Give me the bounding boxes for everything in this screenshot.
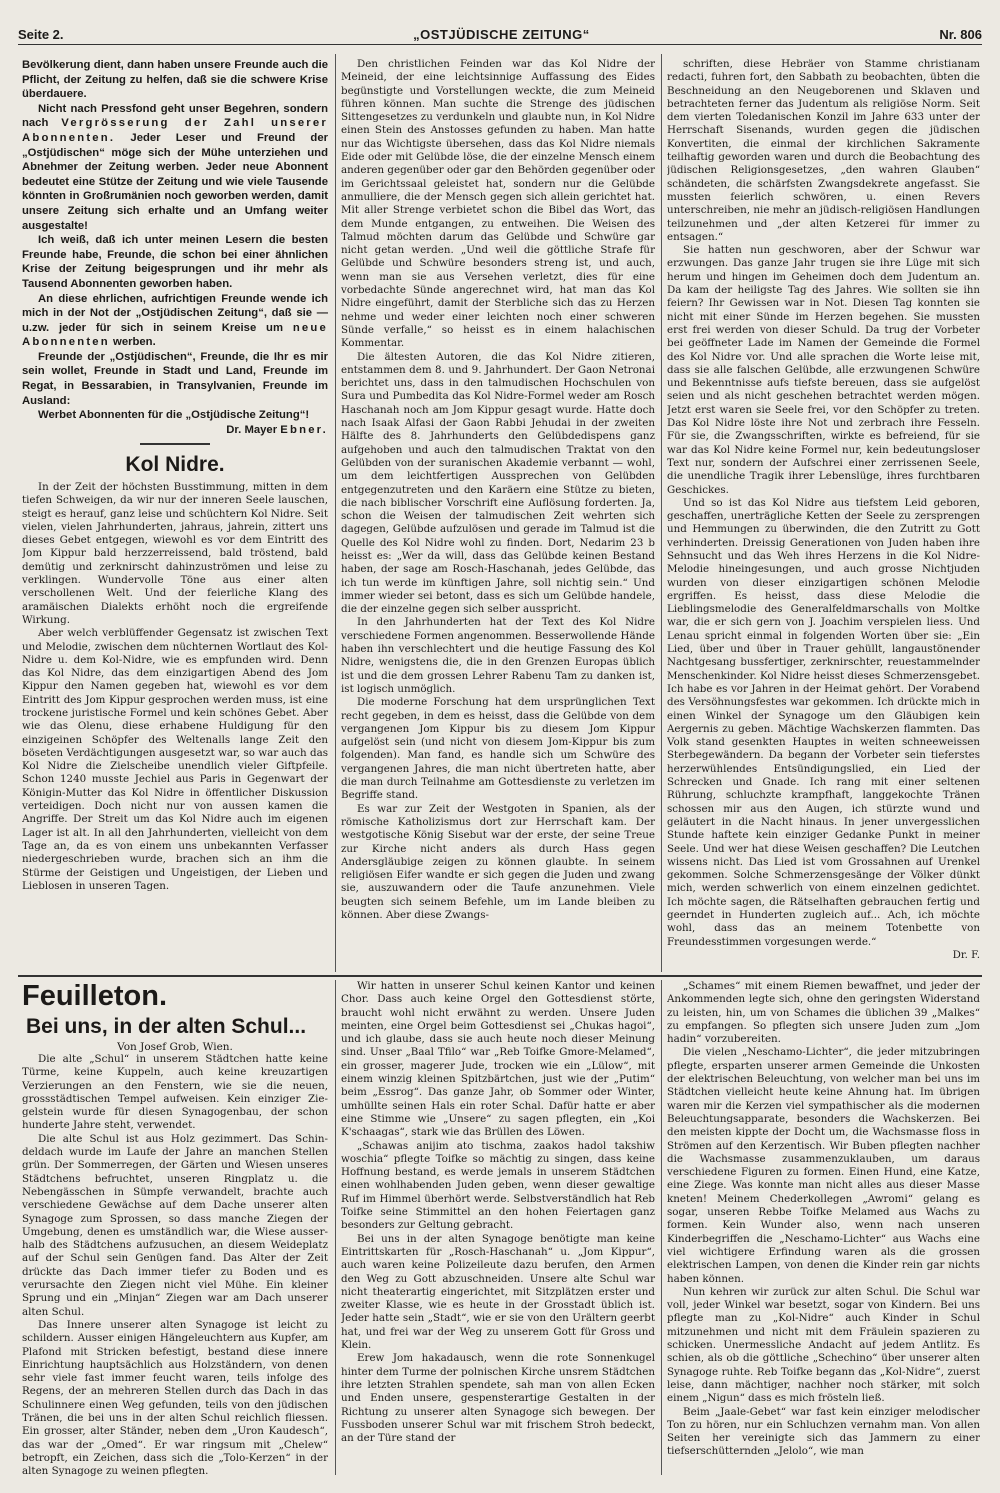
paragraph: Wir hatten in unserer Schul keinen Kantor und keinen Chor. Dass auch keine Orgel den Gottesdienst störte, braucht wohl nicht erwähnt zu werden. Unsere Juden meinten, eine Orgel beim Gottesdienst sei „Chukas hagoi“, und ich glaube, dass sie auch heute noch dieser Meinung sind. Unser „Baal Tfilo“ war „Reb Toifke Gmore-Melamed“, ein grosser, magerer Jude, trocken wie ein „Lülow“, mit einem winzig kleinen Spitzbärtchen, just wie der „Putim“ beim „Essrog“. Das ganze Jahr, ob Sommer oder Winter, umhüllte seinen Hals ein roter Schal. Dafür hatte er aber eine Stimme wie „Unsere“ zu sagen pflegten, ein „Koi K'schaagas“, stark wie das Brüllen des Löwen. — [341, 980, 655, 1139]
short-rule — [140, 443, 210, 445]
column-3-lower — [667, 980, 980, 1477]
kol-nidre-signature: Dr. F. — [952, 948, 980, 961]
appeal-paragraph: Freunde der „Ostjüdischen“, Freunde, die Ihr es mir sein wollet, Freunde in Stadt und Land, Freunde im Regat, in Bessarabien, in Transylvanien, Freunde im Ausland: — [22, 350, 328, 407]
feuilleton-column-2 — [341, 980, 655, 1445]
page-header — [18, 18, 982, 45]
newspaper-title: „OSTJÜDISCHE ZEITUNG“ — [413, 27, 590, 42]
column-divider — [335, 54, 336, 972]
appeal-signature: Dr. Mayer Ebner. — [226, 423, 328, 436]
paragraph: Aber welch verblüffender Gegensatz ist zwischen Text und Melodie, zwischen dem nüchternen Wortlaut des Kol-Nidre u. dem Kol-Nidre, wie es empfunden wird. Denn das Kol Nidre, das dem einzigartigen Abend des Jom Kippur den Namen gegeben hat, wiewohl es vor dem Eintritt des Jom Kippur gesprochen werden muss, ist eine trockene juristische Formel und kein schönes Gebet. Aber wie das Olenu, diese erhabene Huldigung für den einzigeinen Schöpfer des Weltenalls lange Zeit den böseten Verdächtigungen ausgesetzt war, so war auch das Kol Nidre die Zielscheibe unendlich vieler Giftpfeile. Schon 1240 musste Jechiel aus Paris in Gegenwart der Königin-Mutter das Kol Nidre in öffentlicher Diskussion verteidigen. Doch nicht nur von aussen kamen die Angriffe. Der Streit um das Kol Nidre auch im eigenen Lager ist alt. In all den Jahrhunderten, vielleicht von dem Tage an, da es von einem uns unbekannten Verfasser niedergeschrieben wurde, brachen sich an ihm die Stürme der Geistigen und Ungeistigen, der Lieben und Lieblosen in unseren Tagen. — [22, 627, 328, 892]
feuilleton-column-1 — [22, 1053, 328, 1477]
subscription-appeal — [22, 58, 328, 437]
paragraph: Nun kehren wir zurück zur alten Schul. Die Schul war voll, jeder Winkel war besetzt, sogar von Kindern. Bei uns pflegte man zu „Kol-Nidre“ auch Kinder in Schul mitzunehmen und nicht mit dem Fräulein spazieren zu schicken. Unermessliche Andacht auf jedem Antlitz. Es schien, als ob die göttliche „Schechino“ über unserer alten Synagoge ruhte. Reb Toifke begann das „Kol-Nidre“, zuerst leise, dann mächtiger, nachher noch stärker, mit solch einem „Nigun“ dass es mich frösteln ließ. — [667, 1285, 980, 1405]
paragraph: Die alte Schul ist aus Holz gezimmert. Das Schindeldach wurde im Laufe der Jahre an manchen Stellen grün. Der Sommerregen, der Gärten und Wiesen unseres Städtchens befruchtet, unseren Ringplatz u. die Nebengässchen in Sümpfe verwandelt, brachte auch verschiedene Gewächse auf dem Dache unserer alten Synagoge zum Sprossen, so dass manche Ziegen der Umgebung, denen es umständlich war, die Wiese ausserhalb des Städtchens aufzusuchen, an diesem Weideplatz auf der Schul sein Genügen fand. Das Alter der Zeit drückte das Dach immer tiefer zu Boden und es verursachte den Ziegen nicht viel Mühe. Ein kleiner Sprung und ein „Minjan“ Ziegen war am Dach unserer alten Schul. — [22, 1132, 328, 1318]
appeal-paragraph: An diese ehrlichen, aufrichtigen Freunde wende ich mich in der Not der „Ostjüdischen Zeitung“, daß sie — u.zw. jeder für sich in seinem Kreise um neue Abonnenten werben. — [22, 292, 328, 349]
paragraph: Beim „Jaale-Gebet“ war fast kein einziger melodischer Ton zu hören, nur ein Schluchzen vernahm man. Von allen Seiten her vereinigte sich das Jammern zu einer tiefserschütternden „Jelolo“, wie man — [667, 1405, 980, 1458]
kol-nidre-column-2 — [341, 58, 655, 922]
paragraph: Sie hatten nun geschworen, aber der Schwur war erzwungen. Das ganze Jahr trugen sie ihre Lüge mit sich herum und hingen im Geheimen doch dem Judentum an. Da kam der heiligste Tag des Jahres. Wie sollten sie ihn feiern? Ihr Gewissen war in Not. Diesen Tag konnten sie nicht mit einer Sünde im Herzen begehen. Sie mussten erst frei werden von dieser Schuld. Da trug der Vorbeter bei geöffneter Lade im Namen der Gemeinde die Formel des Kol Nidre vor. Und alle sprachen die Worte leise mit, dass sie alle falschen Gelübde, alle erzwungenen Schwüre und Bekenntnisse aufs tiefste bereuen, dass sie aufgelöst seien und als nicht geschehen betrachtet werden mögen. Jetzt erst waren sie Seele frei, vor den Schöpfer zu treten. Das Kol Nidre löste ihre Not und zerbrach ihre Fesseln. Für sie, die Zwangsschriften, wirkte es befreiend, für sie war das Kol Nidre keine Formel nur, kein bedeutungsloser Text nur, sondern der Aufschrei einer zerrissenen Seele, die unendliche Tragik ihrer Lebenslüge, ihres furchtbaren Geschickes. — [667, 244, 980, 496]
paragraph: Die ältesten Autoren, die das Kol Nidre zitieren, entstammen dem 8. und 9. Jahrhundert. Der Gaon Netronai berichtet uns, dass in den talmudischen Hochschulen von Sura und Pumbedita das Kol Nidre-Formel weder am Rosch Haschanah noch am Jom Kippur gesagt wurde. Hatte doch nach Isaak Alfasi der Gaon Rabbi Jehudai in der zweiten Hälfte des 8. Jahrhunderts den Gelübdedispens ganz aufgehoben und auch den talmudischen Traktat von den Gelübden von der suranischen Akademie verbannt — wohl, um dem leichtfertigen Aussprechen von Gelübden entgegenzutreten und den Karäern eine Stütze zu bieten, die nach biblischer Vorschrift eine Auflösung forderten. Ja, schon die Weisen der talmudischen Zeit wehrten sich dagegen, Gelübde aufzulösen und gerade im Talmud ist die Quelle des Kol Nidre wohl zu finden. Dort, Nedarim 23 b heisst es: „Wer da will, dass das Gelübde keinen Bestand haben, der sage am Rosch-Haschanah, jedes Gelübde, das ich tun werde im künftigen Jahre, soll nichtig sein.“ Und immer wieder sei betont, dass es sich um Gelübde handele, die der einzelne gegen sich selber ausspricht. — [341, 350, 655, 616]
paragraph: „Schawas anijim ato tischma, zaakos hadol takshiw woschia“ pflegte Toifke so mächtig zu singen, dass keine Hoffnung bestand, es werde jemals in unserem Städtchen einen wohlhabenden Juden geben, wenn dieser gewaltige Ruf im Himmel überhört werde. Selbstverständlich hat Reb Toifke seine Stimmittel an den hohen Feiertagen ganz besonders zur Geltung gebracht. — [341, 1139, 655, 1232]
feuilleton-column-3 — [667, 980, 980, 1459]
column-divider — [661, 980, 662, 1475]
byline: Von Josef Grob, Wien. — [117, 1041, 233, 1053]
kol-nidre-column-3 — [667, 58, 980, 949]
paragraph: Den christlichen Feinden war das Kol Nidre der Meineid, der eine leichtsinnige Auffassung des Eides begünstigte und Vorstellungen weckte, die zum Meineid führen können. Man suchte die Strenge des jüdischen Sittengesetzes zu verdunkeln und glaubte nun, in Kol Nidre einen Stein des Anstosses gefunden zu haben. Man hatte nur das Wichtigste übersehen, dass das Kol Nidre niemals Eide oder mit Gelübde löse, die der einzelne Mensch einem anderen gegenüber oder gar den Behörden gegenüber oder im Gerichtssaal geleistet hat, sondern nur die Gelübde anmulliere, die der Mensch gegen sich allein gerichtet hat. Mit aller Strenge verbietet schon die Bibel das Wort, das dem Munde entgangen, zu entweihen. Die Weisen des Talmud möchten darum das Gelübde und Schwüre gar nicht getan werden. „Und weil die göttliche Strafe für Gelübde und Schwüre besonders streng ist, und auch, wenn man sie aus Versehen verletzt, dies für eine vorbedachte Sünde angerechnet wird, hat man das Kol Nidre eingeführt, damit der Sterbliche sich das zu Herzen nehme und weder einer leichten noch einer schweren Sünde verfalle,“ so heisst es in einem halachischen Kommentar. — [341, 58, 655, 350]
paragraph: Die vielen „Neschamo-Lichter“, die jeder mitzubringen pflegte, ersparten unserer armen Gemeinde die Unkosten der elektrischen Beleuchtung, von welcher man bei uns im Städtchen vielleicht heute keine Ahnung hat. Im übrigen waren mir die Kerzen viel sympathischer als die modernen Beleuchtungsapparate, besonders die Wachskerzen. Bei den meisten kippte der Docht um, die Wachsmasse floss in Strömen auf den Kerzentisch. Wir Buben pflegten nachher die Wachsmasse zusammenzuklauben, um daraus verschiedene Figuren zu formen. Einen Hund, eine Katze, eine Ziege. Was konnte man nicht alles aus dieser Masse kneten! Meinem Chederkollegen „Awromi“ gelang es sogar, unseren Rebbe Toifke Melamed aus Wachs zu formen. Kein Wunder also, wenn nach unseren Kinderbegriffen die „Neschamo-Lichter“ aus Wachs eine viel wichtigere Erfindung waren als die grossen elektrischen Lampen, von denen die Kinder rein gar nichts haben können. — [667, 1046, 980, 1285]
column-3-upper — [667, 58, 980, 970]
column-2-lower — [341, 980, 655, 1477]
paragraph: Es war zur Zeit der Westgoten in Spanien, als der römische Katholizismus dort zur Herrschaft kam. Der westgotische König Sisebut war der erste, der seine Treue zur Kirche nicht anders als durch Hass gegen Andersgläubige zeigen zu können glaubte. In seinem religiösen Eifer wandte er sich gegen die Juden und zwang sie, auszuwandern oder die Taufe anzunehmen. Viele beugten sich seinem Befehle, um im Lande bleiben zu können. Aber diese Zwangs- — [341, 802, 655, 921]
appeal-paragraph: Bevölkerung dient, dann haben unsere Freunde auch die Pflicht, der Zeitung zu helfen, daß sie die schwere Krise überdauere. — [22, 59, 328, 101]
column-1-lower — [22, 980, 328, 1477]
kol-nidre-title: Kol Nidre. — [125, 452, 225, 476]
paragraph: Bei uns in der alten Synagoge benötigte man keine Eintrittskarten für „Rosch-Haschanah“ u. „Jom Kippur“, auch waren keine Polizeileute dazu berufen, den Armen den Weg zu Gott abzuschneiden. Unsere alte Schul war nicht theaterartig eingerichtet, mit Sitzplätzen erster und zweiter Klasse, wie es heute in der Grosstadt üblich ist. Jeder hatte sein „Stadt“, wie er sie von den Urältern geerbt hat, und frei war der Weg zu unserem Gott für Gross und Klein. — [341, 1232, 655, 1352]
paragraph: Die alte „Schul“ in unserem Städtchen hatte keine Türme, keine Kuppeln, auch keine kreuzartigen Verzierungen an den Fenstern, wie sie die neuen, grossstädtischen Tempel aufweisen. Kein einziger Ziegelstein wurde für diesen Synagogenbau, der schon hunderte Jahre steht, verwendet. — [22, 1053, 328, 1132]
appeal-paragraph: Werbet Abonnenten für die „Ostjüdische Zeitung“! — [38, 409, 310, 422]
paragraph: In den Jahrhunderten hat der Text des Kol Nidre verschiedene Formen angenommen. Besserwollende Hände haben ihn verschlechtert und die heutige Fassung des Kol Nidre, wenigstens die, die in den Grenzen Europas üblich ist und die dem grossen Lehrer Rabenu Tam zu danken ist, ist logisch unmöglich. — [341, 616, 655, 695]
appeal-paragraph: Nicht nach Pressfond geht unser Begehren, sondern nach Vergrösserung der Zahl unserer Abonnenten. Jeder Leser und Freund der „Ostjüdischen“ möge sich der Mühe unterziehen und Abnehmer der Zeitung werben. Jeder neue Abonnent bedeutet eine Stütze der Zeitung und wie viele Tausende könnten in Großrumänien noch geworben werden, damit unsere Zeitung sich erhalte und an Umfang weiter ausgestalte! — [22, 102, 328, 232]
story-title: Bei uns, in der alten Schul... — [26, 1015, 307, 1038]
column-divider — [661, 54, 662, 972]
page-number: Seite 2. — [18, 27, 64, 42]
issue-number: Nr. 806 — [939, 27, 982, 42]
paragraph: schriften, diese Hebräer von Stamme christianam redacti, fuhren fort, den Sabbath zu beobachten, übten die Beschneidung an den Neugeborenen und Sklaven und betrachteten ferner das Judentum als religiöse Norm. Seit dem vierten Toledanischen Konzil im Jahre 633 unter der Herrschaft Sisenands, wurden gegen die jüdischen Konvertiten, die einmal der kirchlichen Sakramente teilhaftig geworden waren und durch die Beobachtung des jüdischen Religionsgesetzes, „den wahren Glauben“ schändeten, die schärfsten Zwangsdekrete angefasst. Sie mussten feierlich schwören, u. einen Revers unterschreiben, nie mehr an jüdisch-religiösen Handlungen teilzunehmen und „der alten Ketzerei für immer zu entsagen.“ — [667, 58, 980, 243]
kol-nidre-column-1 — [22, 481, 328, 893]
column-2-upper — [341, 58, 655, 970]
appeal-paragraph: Ich weiß, daß ich unter meinen Lesern die besten Freunde habe, Freunde, die schon bei einer ähnlichen Krise der Zeitung beigesprungen und ihr mehr als Tausend Abonnenten geworben haben. — [22, 234, 328, 290]
paragraph: „Schames“ mit einem Riemen bewaffnet, und jeder der Ankommenden legte sich, ohne den geringsten Widerstand zu leisten, hin, um von Schames die üblichen 39 „Malkes“ zu empfangen. So pflegten sich unsere Juden zum „Jom hadin“ vorzubereiten. — [667, 980, 980, 1046]
column-divider — [335, 980, 336, 1475]
paragraph: Die moderne Forschung hat dem ursprünglichen Text recht gegeben, in dem es heisst, dass die Gelübde von dem vergangenen Jom Kippur bis zu diesem Jom Kippur aufgelöst sein (und nicht von diesem Jom-Kippur bis zum folgenden). Man fand, es handle sich um Schwüre des vergangenen Jahres, die man nicht übertreten hatte, aber die man durch Teilnahme am Gottesdienste zu verletzen im Begriffe stand. — [341, 696, 655, 802]
paragraph: Und so ist das Kol Nidre aus tiefstem Leid geboren, geschaffen, unerträgliche Ketten der Seele zu zersprengen und Hemmungen zu überwinden, die den Zutritt zu Gott verhinderten. Dreissig Generationen von Juden haben ihre Sehnsucht und das Weh ihres Herzens in die Kol Nidre-Melodie hineingesungen, und auch grosse Nichtjuden wurden von dieser einzigartigen schönen Melodie ergriffen. Es heisst, dass diese Melodie die Lieblingsmelodie des Generalfeldmarschalls von Moltke war, die er sich gern von J. Joachim verspielen liess. Und Lenau spricht einmal in folgenden Worten über sie: „Ein Lied, über und über in Trauer gehüllt, langaustönender Nachtgesang bussfertiger, zerknirschter, reuestammelnder Menschenkinder. Kol Nidre heisst dieses Schmerzensgebet. Ich habe es vor Jahren in der Heimat gehört. Der Vorabend des Versöhnungsfestes war gekommen. Ich drückte mich in einen Winkel der Synagoge um den Gläubigen kein Aergernis zu geben. Mächtige Wachskerzen flammten. Das Volk stand gesenkten Hauptes in weiten schneeweissen Sterbegewändern. Da begann der Vorbeter sein tieferstes herzerwühlendes Entsündigungslied, ein Lied der Schrecken und Gnade. Ich rang mit einer seltenen Rührung, schluchzte krampfhaft, langgekochte Tränen schossen mir aus den Augen, ich stürzte wund und geläutert in die Nacht hinaus. In jener unvergesslichen Stunde haftete kein einziger Gedanke Punkt in meiner Seele. Und wer hat diese Weisen geschaffen? Die Leutchen wissens nicht. Das Lied ist vom Grossahnen auf Urenkel gekommen. Solche Schmerzensgesänge der Völker dünkt mich, werden schwerlich von einem einzelnen gedichtet. Ich möchte sagen, die Rätselhaften gebrauchen fertig und geerndet in Hunderten zugleich auf... Ach, ich möchte wohl, dass das an meinem Totenbette von Freundesstimmen vorgesungen werde.“ — [667, 496, 980, 948]
feuilleton-heading: Feuilleton. — [22, 980, 167, 1012]
column-1-upper — [22, 58, 328, 970]
paragraph: Das Innere unserer alten Synagoge ist leicht zu schildern. Ausser einigen Hängeleuchtern aus Kupfer, am Plafond mit Stricken befestigt, bestand diese innere Einrichtung hauptsächlich aus Holzständern, von denen sehr viele fast immer feucht waren, teils infolge des Regens, der an mehreren Stellen durch das Dach in das Schulinnere einen Weg gefunden, teils von den jüdischen Tränen, die bei uns in der alten Schul reichlich fliessen. Ein grosser, alter Ständer, neben dem „Uron Kaudesch“, das war der „Omed“. Er war ringsum mit „Chelew“ betropft, ein Zeichen, dass sich die „Tolo-Kerzen“ in der alten Synagoge zu weinen pflegten. — [22, 1318, 328, 1477]
section-rule — [18, 975, 982, 977]
paragraph: In der Zeit der höchsten Busstimmung, mitten in dem tiefen Schweigen, da wir nur der inneren Seele lauschen, steigt es herauf, ganz leise und schüchtern Kol Nidre. Seit vielen, vielen Jahrhunderten, jahraus, jahrein, zittert uns dieses Gebet entgegen, wiewohl es vor dem Eintritt des Jom Kippur bald herzzerreissend, bald tröstend, bald demütig und zerknirscht dahinzuströmen und leise zu verklingen. Wundervolle Töne aus einer alten verschollenen Welt. Und der feierliche Klang des aramäischen Dialekts erhöht noch die ergreifende Wirkung. — [22, 480, 328, 626]
paragraph: Erew Jom hakadausch, wenn die rote Sonnenkugel hinter dem Turme der polnischen Kirche unsrem Städtchen ihre letzten Strahlen spendete, sah man von allen Ecken und Enden unsere, gespensterartige Gestalten in der Richtung zu unserer alten Synagoge sich bewegen. Der Fussboden unserer Schul war mit frischem Stroh bedeckt, an der Türe stand der — [341, 1352, 655, 1445]
